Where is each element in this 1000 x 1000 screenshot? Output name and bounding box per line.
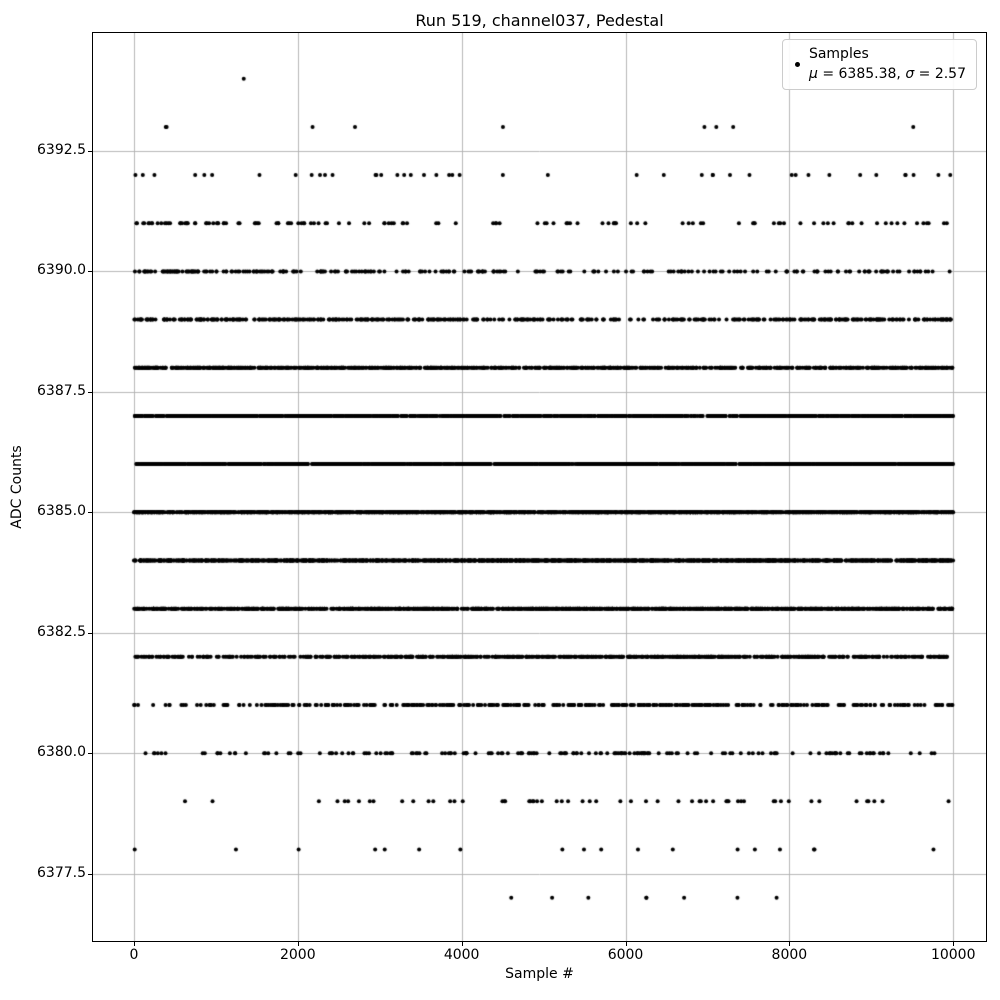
y-tick-label: 6380.0 [37, 744, 86, 761]
legend-stats-line [809, 65, 966, 85]
y-tick-mark [88, 753, 92, 754]
y-tick-label: 6392.5 [37, 142, 86, 159]
y-tick-mark [88, 633, 92, 634]
y-tick-mark [88, 874, 92, 875]
x-tick-mark [626, 942, 627, 946]
y-tick-mark [88, 271, 92, 272]
x-tick-label: 2000 [279, 947, 316, 963]
y-tick-mark [88, 151, 92, 152]
y-tick-label: 6385.0 [37, 503, 86, 520]
legend-mu-value: = 6385.38, [817, 65, 906, 82]
x-tick-mark [462, 942, 463, 946]
x-tick-mark [298, 942, 299, 946]
x-tick-label: 4000 [443, 947, 480, 963]
x-tick-label: 8000 [771, 947, 808, 963]
plot-area [92, 32, 987, 942]
y-tick-mark [88, 512, 92, 513]
x-tick-label: 10000 [930, 947, 976, 963]
x-tick-mark [789, 942, 790, 946]
scatter-canvas [93, 33, 986, 941]
x-axis-label: Sample # [505, 966, 574, 982]
legend-marker-dot-icon [795, 62, 800, 67]
legend-text [809, 45, 966, 84]
y-tick-label: 6382.5 [37, 623, 86, 640]
legend [782, 39, 977, 90]
x-tick-mark [953, 942, 954, 946]
y-tick-label: 6377.5 [37, 864, 86, 881]
y-axis-label: ADC Counts [9, 445, 25, 529]
legend-series-label: Samples [808, 46, 869, 62]
y-tick-mark [88, 392, 92, 393]
y-tick-label: 6390.0 [37, 262, 86, 279]
legend-sigma-value: = 2.57 [914, 65, 966, 82]
x-tick-mark [134, 942, 135, 946]
x-tick-label: 0 [129, 947, 139, 963]
x-tick-label: 6000 [607, 947, 644, 963]
y-tick-label: 6387.5 [37, 382, 86, 399]
legend-sigma-symbol: σ [905, 65, 915, 82]
chart-title: Run 519, channel037, Pedestal [415, 11, 664, 30]
legend-mu-symbol: μ [808, 65, 818, 82]
